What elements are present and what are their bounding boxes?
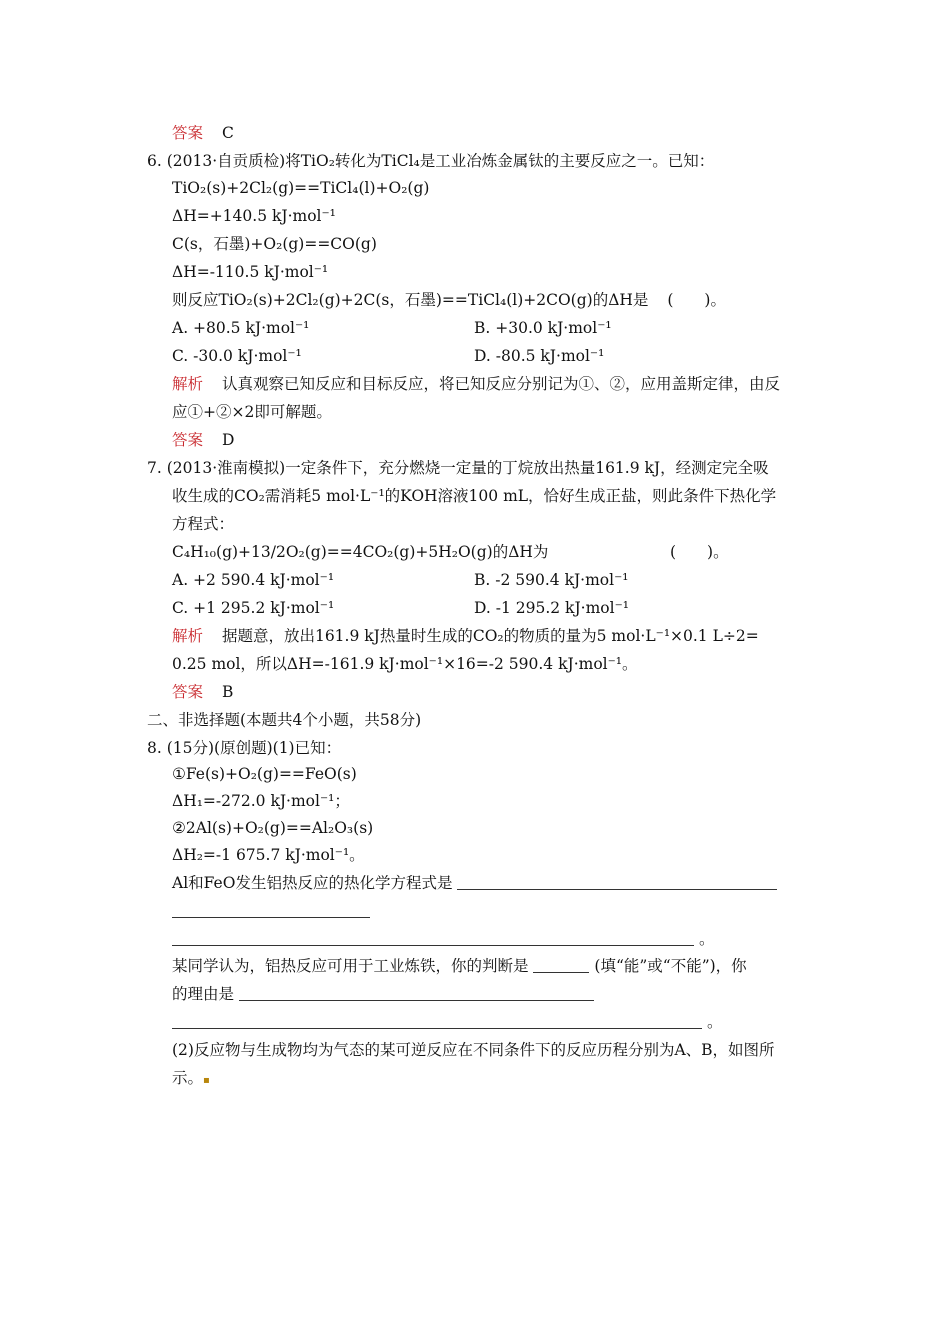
q5-answer-line (172, 122, 234, 144)
question-text: C₄H₁₀(g)+13/2O₂(g)==4CO₂(g)+5H₂O(g)的ΔH为 (172, 543, 549, 561)
part2-text: 示。 (172, 1069, 204, 1087)
prompt-text: 某同学认为，铝热反应可用于工业炼铁，你的判断是 (172, 957, 529, 975)
option-c: C. +1 295.2 kJ·mol⁻¹ (172, 599, 335, 617)
question-number: 6. (147, 152, 162, 170)
q8-enthalpy-2: ΔH₂=-1 675.7 kJ·mol⁻¹。 (172, 846, 365, 864)
option-b: B. -2 590.4 kJ·mol⁻¹ (474, 571, 629, 589)
option-c: C. -30.0 kJ·mol⁻¹ (172, 347, 302, 365)
q6-answer-line (172, 429, 234, 451)
question-text: (15分)(原创题)(1)已知： (166, 739, 342, 757)
answer-value: D (221, 431, 235, 449)
end-mark: 。 (698, 930, 715, 948)
q6-enthalpy-1: ΔH=+140.5 kJ·mol⁻¹ (172, 207, 336, 225)
q8-part2-2 (172, 1067, 210, 1092)
analysis-text: 据题意，放出161.9 kJ热量时生成的CO₂的物质的量为5 mol·L⁻¹×0.1 L÷2= (221, 627, 759, 645)
option-a: A. +80.5 kJ·mol⁻¹ (172, 319, 310, 337)
q7-options-row-1 (172, 569, 772, 591)
answer-blank[interactable] (172, 929, 694, 946)
answer-blank[interactable] (172, 901, 370, 918)
option-d: D. -80.5 kJ·mol⁻¹ (474, 347, 605, 365)
q8-stem (147, 737, 341, 759)
q6-options-row-1 (172, 317, 772, 339)
answer-blank[interactable] (172, 1012, 702, 1029)
prompt-text: 的理由是 (172, 985, 235, 1003)
q7-analysis-1 (172, 625, 759, 647)
q6-analysis-1 (172, 373, 780, 395)
q6-equation-1: TiO₂(s)+2Cl₂(g)==TiCl₄(l)+O₂(g) (172, 179, 430, 197)
q7-question (172, 541, 792, 563)
q8-blank-line-2 (172, 900, 370, 922)
q8-prompt-1 (172, 872, 777, 894)
q7-analysis-2: 0.25 mol，所以ΔH=-161.9 kJ·mol⁻¹×16=-2 590.4 kJ·mol⁻¹。 (172, 655, 638, 673)
q8-blank-line-3 (172, 928, 714, 950)
prompt-text: Al和FeO发生铝热反应的热化学方程式是 (172, 874, 453, 892)
q8-part2-1: (2)反应物与生成物均为气态的某可逆反应在不同条件下的反应历程分别为A、B，如图所 (172, 1041, 775, 1059)
q7-options-row-2 (172, 597, 772, 619)
analysis-label: 解析 (172, 375, 204, 393)
question-text: (2013·自贡质检)将TiO₂转化为TiCl₄是工业冶炼金属钛的主要反应之一。已知： (166, 152, 715, 170)
answer-value: B (221, 683, 234, 701)
answer-label: 答案 (172, 683, 204, 701)
section-title: 二、非选择题(本题共4个小题，共58分) (147, 711, 422, 729)
q8-equation-2: ②2Al(s)+O₂(g)==Al₂O₃(s) (172, 819, 374, 837)
q7-stem-1 (147, 457, 769, 479)
question-number: 8. (147, 739, 162, 757)
question-text: 则反应TiO₂(s)+2Cl₂(g)+2C(s，石墨)==TiCl₄(l)+2CO(g)的ΔH是 (172, 291, 649, 309)
q8-blank-line-5 (172, 1011, 722, 1033)
q6-question (172, 289, 726, 311)
q7-stem-2: 收生成的CO₂需消耗5 mol·L⁻¹的KOH溶液100 mL，恰好生成正盐，则此条件下热化学 (172, 487, 777, 505)
q6-equation-2: C(s，石墨)+O₂(g)==CO(g) (172, 235, 377, 253)
answer-value: C (221, 124, 234, 142)
answer-label: 答案 (172, 124, 204, 142)
q6-analysis-2: 应①+②×2即可解题。 (172, 403, 332, 421)
judgement-blank[interactable] (533, 956, 589, 973)
analysis-text: 认真观察已知反应和目标反应，将已知反应分别记为①、②，应用盖斯定律，由反 (221, 375, 780, 393)
answer-paren: ( )。 (667, 291, 726, 309)
answer-blank[interactable] (457, 873, 777, 890)
option-b: B. +30.0 kJ·mol⁻¹ (474, 319, 612, 337)
prompt-text-tail: (填“能”或“不能”)，你 (594, 957, 747, 975)
decorative-dot: ▪ (203, 1075, 210, 1086)
q7-stem-3: 方程式： (172, 515, 235, 533)
end-mark: 。 (706, 1013, 723, 1031)
q6-enthalpy-2: ΔH=-110.5 kJ·mol⁻¹ (172, 263, 329, 281)
q7-answer-line (172, 681, 233, 703)
question-text: (2013·淮南模拟)一定条件下，充分燃烧一定量的丁烷放出热量161.9 kJ，经测定完全吸 (166, 459, 769, 477)
option-a: A. +2 590.4 kJ·mol⁻¹ (172, 571, 335, 589)
q8-prompt-2 (172, 955, 747, 977)
question-number: 7. (147, 459, 162, 477)
reason-blank[interactable] (239, 984, 594, 1001)
answer-paren: ( )。 (670, 543, 729, 561)
q8-prompt-3 (172, 983, 594, 1005)
q6-stem (147, 150, 714, 172)
option-d: D. -1 295.2 kJ·mol⁻¹ (474, 599, 629, 617)
answer-label: 答案 (172, 431, 204, 449)
q8-equation-1: ①Fe(s)+O₂(g)==FeO(s) (172, 765, 357, 783)
q6-options-row-2 (172, 345, 772, 367)
q8-enthalpy-1: ΔH₁=-272.0 kJ·mol⁻¹； (172, 792, 350, 810)
analysis-label: 解析 (172, 627, 204, 645)
